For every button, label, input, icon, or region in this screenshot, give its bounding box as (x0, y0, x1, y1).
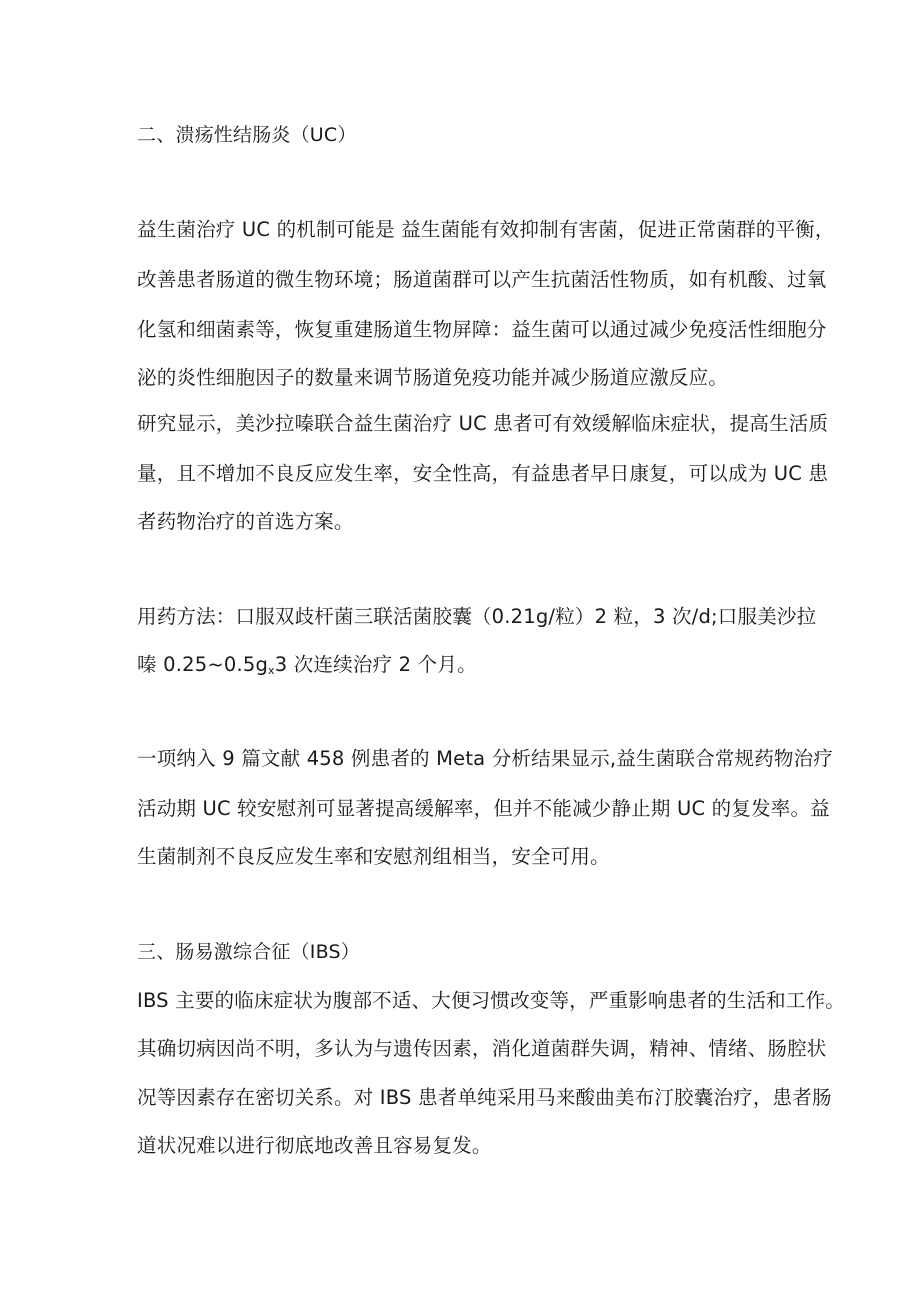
text-line: 一项纳入 9 篇文献 458 例患者的 Meta 分析结果显示,益生菌联合常规药物治疗 (137, 747, 834, 770)
text-line: 益生菌治疗 UC 的机制可能是 益生菌能有效抑制有害菌，促进正常菌群的平衡， (137, 218, 835, 241)
text-line (137, 652, 477, 678)
dosage-subscript: x (268, 664, 275, 677)
text-line: 生菌制剂不良反应发生率和安慰剂组相当，安全可用。 (137, 845, 610, 868)
dosage-text: 3 次连续治疗 2 个月。 (274, 653, 477, 676)
text-line: 化氢和细菌素等，恢复重建肠道生物屏障：益生菌可以通过减少免疫活性细胞分 (137, 318, 827, 341)
text-line: 泌的炎性细胞因子的数量来调节肠道免疫功能并减少肠道应激反应。 (137, 366, 729, 389)
text-line: IBS 主要的临床症状为腹部不适、大便习惯改变等，严重影响患者的生活和工作。 (137, 989, 845, 1012)
text-line: 活动期 UC 较安慰剂可显著提高缓解率，但并不能减少静止期 UC 的复发率。益 (137, 797, 830, 820)
text-line: 况等因素存在密切关系。对 IBS 患者单纯采用马来酸曲美布汀胶囊治疗，患者肠 (137, 1086, 832, 1109)
text-line: 道状况难以进行彻底地改善且容易复发。 (137, 1134, 492, 1157)
section-heading-uc: 二、溃疡性结肠炎（UC） (137, 124, 357, 146)
text-line: 者药物治疗的首选方案。 (137, 510, 354, 533)
dosage-text: 嗪 0.25~0.5g (137, 653, 269, 676)
text-line: 其确切病因尚不明，多认为与遗传因素，消化道菌群失调，精神、情绪、肠腔状 (137, 1037, 827, 1060)
section-heading-ibs: 三、肠易激综合征（IBS） (137, 941, 360, 963)
text-line: 研究显示，美沙拉嗪联合益生菌治疗 UC 患者可有效缓解临床症状，提高生活质 (137, 412, 829, 435)
text-line: 用药方法：口服双歧杆菌三联活菌胶囊（0.21g/粒）2 粒，3 次/d;口服美沙拉 (137, 605, 817, 628)
text-line: 量，且不增加不良反应发生率，安全性高，有益患者早日康复，可以成为 UC 患 (137, 462, 829, 485)
text-line: 改善患者肠道的微生物环境；肠道菌群可以产生抗菌活性物质，如有机酸、过氧 (137, 268, 827, 291)
